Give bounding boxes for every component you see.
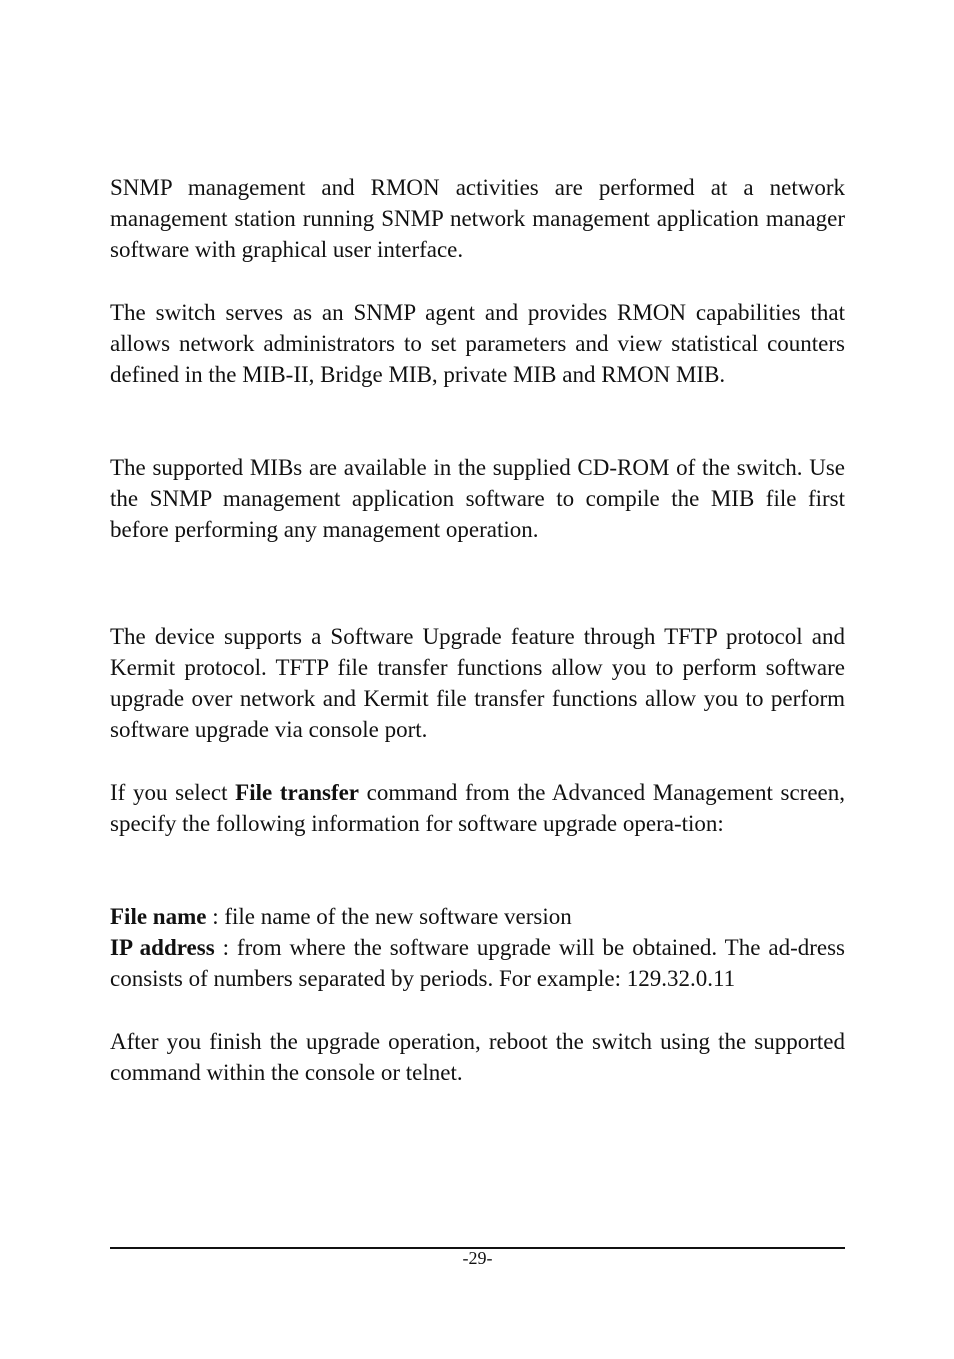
ip-address-label: IP address	[110, 935, 215, 960]
paragraph-file-transfer	[110, 777, 845, 839]
paragraph-software-upgrade: The device supports a Software Upgrade feature through TFTP protocol and Kermit protocol. TFTP file transfer functions allow you to perform software upgrade over network and Kermit file transfer functions allow you to perform software upgrade via console port.	[110, 624, 845, 742]
file-transfer-prefix: If you select	[110, 780, 236, 805]
paragraph-supported-mibs: The supported MIBs are available in the supplied CD-ROM of the switch. Use the SNMP management application software to compile the MIB file first before performing any management operation.	[110, 455, 845, 542]
file-name-label: File name	[110, 904, 207, 929]
file-name-text: : file name of the new software version	[206, 904, 572, 929]
ip-address-text: : from where the software upgrade will be obtained. The ad-dress consists of numbers separated by periods. For example: 129.32.0.11	[110, 935, 846, 991]
file-transfer-suffix: command from the Advanced Management screen, specify the following information for software upgrade opera-tion:	[110, 780, 845, 836]
paragraph-upgrade-fields	[110, 901, 845, 994]
file-transfer-bold: File transfer	[235, 780, 360, 805]
page-number: -29-	[462, 1248, 493, 1268]
paragraph-snmp-agent: The switch serves as an SNMP agent and provides RMON capabilities that allows network administrators to set parameters and view statistical counters defined in the MIB-II, Bridge MIB, private MIB and RMON MIB.	[110, 300, 845, 387]
paragraph-reboot: After you finish the upgrade operation, reboot the switch using the supported command within the console or telnet.	[110, 1029, 845, 1085]
paragraph-snmp-intro: SNMP management and RMON activities are performed at a network management station running SNMP network management application manager software with graphical user interface.	[110, 175, 845, 262]
